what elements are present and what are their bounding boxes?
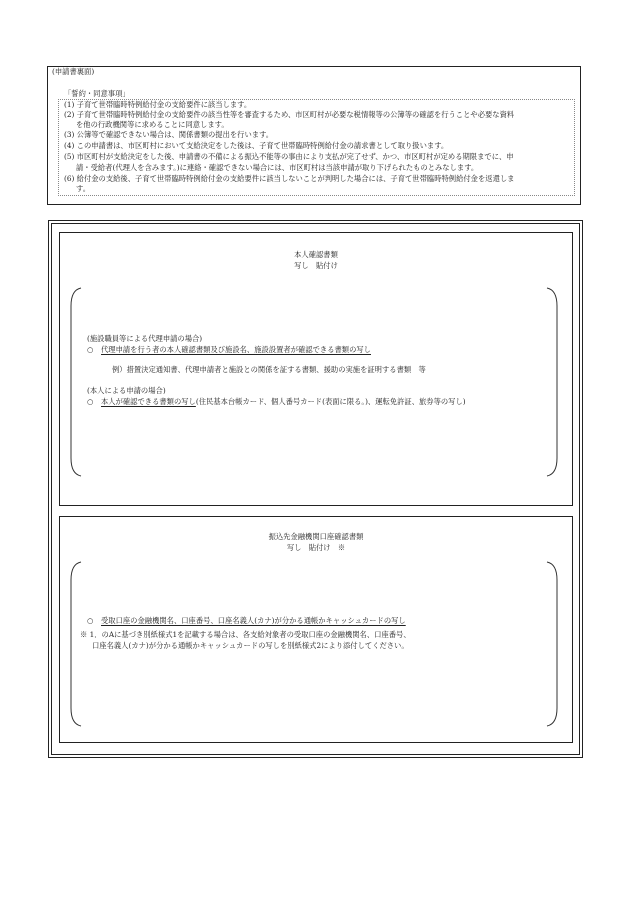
self-document-detail: (住民基本台帳カード、個人番号カード(表面に限る。)、運転免許証、旅券等の写し) [195,397,466,406]
self-bullet-icon: ○ [87,397,94,406]
identity-section-title: 本人確認書類 [294,250,338,259]
oath-item: (6) 給付金の支給後、子育て世帯臨時特例給付金の支給要件に該当しないことが判明した場合には、子育て世帯臨時特例給付金を返還しま [64,174,515,183]
self-application-heading: (本人による申請の場合) [87,386,166,395]
bank-section-subtitle: 写し 貼付け ※ [286,543,346,552]
bank-note-line-2: 口座名義人(カナ)が分かる通帳かキャッシュカードの写しを別紙様式2により添付してください。 [92,641,409,650]
bank-required-document: 受取口座の金融機関名、口座番号、口座名義人(カナ)が分かる通帳かキャッシュカードの写し [101,616,406,625]
right-bracket [547,562,557,726]
proxy-application-heading: (施設職員等による代理申請の場合) [87,334,203,343]
bank-note-line-1: ※ 1．のAに基づき別紙様式1を記載する場合は、各支給対象者の受取口座の金融機関名、口座番号、 [80,630,411,639]
oath-item-continued: す。 [76,184,91,193]
bank-section-title: 振込先金融機関口座確認書類 [268,532,364,541]
self-document-name: 本人が確認できる書類の写し [101,397,196,406]
oath-title: 「誓約・同意事項」 [64,89,130,98]
oath-item: (4) この申請書は、市区町村において支給決定をした後は、子育て世帯臨時特例給付金の請求書として取り扱います。 [64,141,449,150]
left-bracket [71,562,81,726]
identity-paste-area-brackets [59,280,573,480]
bank-bullet-icon: ○ [87,616,94,625]
self-required-document [101,397,466,407]
oath-item-continued: を他の行政機関等に求めることに同意します。 [76,120,229,129]
oath-item: (5) 市区町村が支給決定をした後、申請書の不備による振込不能等の事由により支払が完了せず、かつ、市区町村が定める期限までに、申 [64,152,514,161]
oath-item-continued: 請・受給者(代理人を含みます。)に連絡・確認できない場合には、市区町村は当該申請が取り下げられたものとみなします。 [76,163,479,172]
reverse-side-header: (申請書裏面) [52,67,95,76]
oath-item: (2) 子育て世帯臨時特例給付金の支給要件の該当性等を審査するため、市区町村が必要な税情報等の公簿等の確認を行うことや必要な資料 [64,110,515,119]
identity-section-subtitle: 写し 貼付け [294,261,338,270]
right-bracket [547,288,557,476]
oath-item: (1) 子育て世帯臨時特例給付金の支給要件に該当します。 [64,100,252,109]
proxy-document-example: 例）措置決定通知書、代理申請者と施設との関係を証する書類、援助の実施を証明する書類 等 [112,365,426,374]
proxy-bullet-icon: ○ [87,345,94,354]
oath-item: (3) 公簿等で確認できない場合は、関係書類の提出を行います。 [64,130,274,139]
proxy-required-document: 代理申請を行う者の本人確認書類及び施設名、施設設置者が確認できる書類の写し [101,345,371,354]
left-bracket [71,288,81,476]
